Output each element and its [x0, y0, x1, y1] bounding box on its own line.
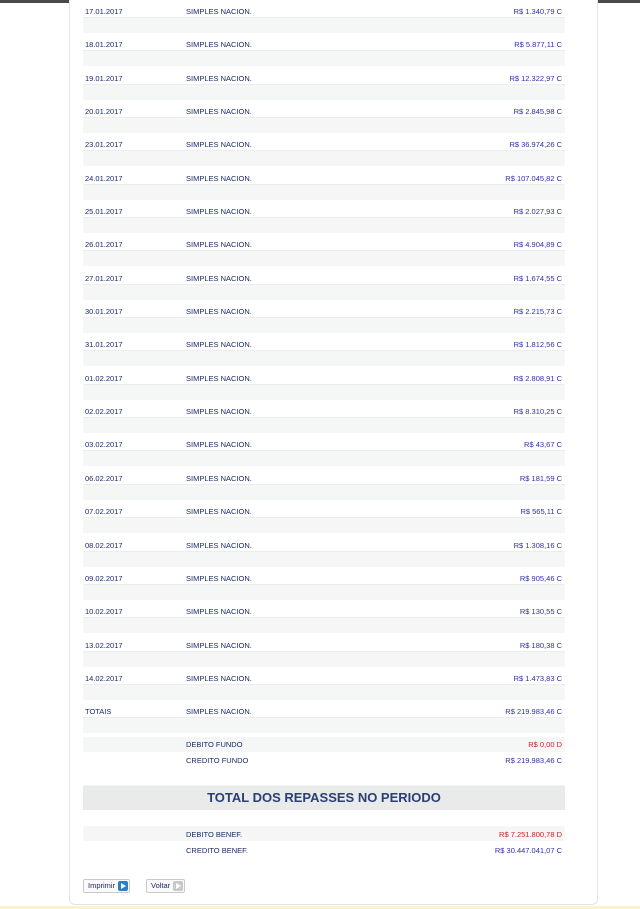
row-stripe	[83, 450, 565, 466]
row-description: SIMPLES NACION.	[186, 273, 252, 283]
fund-stripe	[83, 737, 565, 752]
row-date: 08.02.2017	[85, 540, 123, 550]
row-value: R$ 219.983,46 C	[505, 707, 562, 717]
row-description: SIMPLES NACION.	[186, 373, 252, 383]
row-stripe	[83, 350, 565, 366]
table-row	[83, 33, 565, 66]
benef-debit-value: R$ 7.251.800,78 D	[499, 830, 562, 839]
row-date: TOTAIS	[85, 707, 112, 717]
print-button[interactable]	[83, 879, 130, 893]
row-value: R$ 1.812,56 C	[513, 340, 562, 350]
row-description: SIMPLES NACION.	[186, 440, 252, 450]
table-row	[83, 433, 565, 466]
row-date: 02.02.2017	[85, 407, 123, 417]
row-description: SIMPLES NACION.	[186, 307, 252, 317]
row-value: R$ 2.215,73 C	[513, 307, 562, 317]
row-description: SIMPLES NACION.	[186, 173, 252, 183]
row-date: 03.02.2017	[85, 440, 123, 450]
benef-credit-value: R$ 30.447.041,07 C	[494, 846, 562, 855]
row-value: R$ 2.027,93 C	[513, 207, 562, 217]
table-row	[83, 200, 565, 233]
table-row	[83, 233, 565, 266]
play-arrow-icon	[118, 881, 128, 891]
table-row	[83, 100, 565, 133]
row-value: R$ 180,38 C	[519, 640, 562, 650]
row-description: SIMPLES NACION.	[186, 207, 252, 217]
row-value: R$ 130,55 C	[519, 607, 562, 617]
row-date: 01.02.2017	[85, 373, 123, 383]
beneficiary-summary	[83, 826, 565, 857]
row-value: R$ 2.845,98 C	[513, 107, 562, 117]
row-date: 07.02.2017	[85, 507, 123, 517]
row-description: SIMPLES NACION.	[186, 140, 252, 150]
table-row	[83, 133, 565, 166]
row-value: R$ 905,46 C	[519, 573, 562, 583]
row-value: R$ 1.340,79 C	[513, 7, 562, 16]
row-stripe	[83, 284, 565, 300]
row-stripe	[83, 184, 565, 200]
table-row	[83, 0, 565, 33]
print-button-label: Imprimir	[88, 881, 116, 890]
transactions-table	[83, 0, 565, 734]
row-date: 13.02.2017	[85, 640, 123, 650]
row-value: R$ 4.904,89 C	[513, 240, 562, 250]
table-row	[83, 67, 565, 100]
row-stripe	[83, 50, 565, 66]
benef-stripe	[83, 826, 565, 841]
row-value: R$ 1.674,55 C	[513, 273, 562, 283]
table-row	[83, 333, 565, 366]
row-date: 30.01.2017	[85, 307, 123, 317]
fund-debit-label: DEBITO FUNDO	[186, 740, 243, 749]
row-description: SIMPLES NACION.	[186, 407, 252, 417]
row-stripe	[83, 551, 565, 567]
play-arrow-icon	[173, 881, 183, 891]
row-value: R$ 107.045,82 C	[505, 173, 562, 183]
row-description: SIMPLES NACION.	[186, 507, 252, 517]
table-row	[83, 400, 565, 433]
row-stripe	[83, 417, 565, 433]
benef-debit-label: DEBITO BENEF.	[186, 830, 243, 839]
table-row	[83, 500, 565, 533]
row-description: SIMPLES NACION.	[186, 573, 252, 583]
row-description: SIMPLES NACION.	[186, 73, 252, 83]
row-stripe	[83, 317, 565, 333]
row-description: SIMPLES NACION.	[186, 40, 252, 50]
row-stripe	[83, 617, 565, 633]
table-row	[83, 367, 565, 400]
row-date: 17.01.2017	[85, 7, 123, 16]
row-date: 19.01.2017	[85, 73, 123, 83]
row-stripe	[83, 217, 565, 233]
row-value: R$ 5.877,11 C	[514, 40, 562, 50]
table-row	[83, 534, 565, 567]
table-row	[83, 634, 565, 667]
row-description: SIMPLES NACION.	[186, 340, 252, 350]
row-description: SIMPLES NACION.	[186, 473, 252, 483]
row-description: SIMPLES NACION.	[186, 673, 252, 683]
row-stripe	[83, 250, 565, 266]
row-description: SIMPLES NACION.	[186, 240, 252, 250]
row-stripe	[83, 17, 565, 33]
row-date: 06.02.2017	[85, 473, 123, 483]
row-stripe	[83, 84, 565, 100]
row-date: 31.01.2017	[85, 340, 123, 350]
row-value: R$ 8.310,25 C	[513, 407, 562, 417]
row-description: SIMPLES NACION.	[186, 640, 252, 650]
row-stripe	[83, 150, 565, 166]
row-date: 27.01.2017	[85, 273, 123, 283]
row-value: R$ 565,11 C	[520, 507, 562, 517]
row-value: R$ 36.974,26 C	[509, 140, 562, 150]
row-date: 24.01.2017	[85, 173, 123, 183]
table-row	[83, 467, 565, 500]
row-stripe	[83, 384, 565, 400]
table-row	[83, 567, 565, 600]
table-row	[83, 267, 565, 300]
row-date: 20.01.2017	[85, 107, 123, 117]
row-date: 25.01.2017	[85, 207, 123, 217]
fund-credit-label: CREDITO FUNDO	[186, 756, 249, 765]
row-date: 14.02.2017	[85, 673, 123, 683]
table-row	[83, 300, 565, 333]
row-description: SIMPLES NACION.	[186, 540, 252, 550]
back-button[interactable]	[146, 879, 185, 893]
row-stripe	[83, 584, 565, 600]
row-stripe	[83, 684, 565, 700]
row-stripe	[83, 517, 565, 533]
row-value: R$ 43,67 C	[524, 440, 562, 450]
row-value: R$ 1.473,83 C	[513, 673, 562, 683]
table-row	[83, 600, 565, 633]
row-description: SIMPLES NACION.	[186, 7, 252, 16]
row-date: 10.02.2017	[85, 607, 123, 617]
row-date: 23.01.2017	[85, 140, 123, 150]
row-stripe	[83, 117, 565, 133]
table-row	[83, 700, 565, 733]
row-description: SIMPLES NACION.	[186, 607, 252, 617]
total-header: TOTAL DOS REPASSES NO PERIODO	[83, 785, 565, 810]
row-stripe	[83, 717, 565, 733]
row-date: 09.02.2017	[85, 573, 123, 583]
row-description: SIMPLES NACION.	[186, 707, 252, 717]
row-stripe	[83, 484, 565, 500]
row-value: R$ 12.322,97 C	[509, 73, 562, 83]
row-description: SIMPLES NACION.	[186, 107, 252, 117]
row-stripe	[83, 651, 565, 667]
fund-summary	[83, 737, 565, 768]
row-date: 18.01.2017	[85, 40, 123, 50]
fund-credit-value: R$ 219.983,46 C	[505, 756, 562, 765]
back-button-label: Voltar	[151, 881, 171, 890]
row-value: R$ 2.808,91 C	[513, 373, 562, 383]
table-row	[83, 167, 565, 200]
table-row	[83, 667, 565, 700]
benef-credit-label: CREDITO BENEF.	[186, 846, 248, 855]
row-value: R$ 1.308,16 C	[513, 540, 562, 550]
row-date: 26.01.2017	[85, 240, 123, 250]
row-value: R$ 181,59 C	[519, 473, 562, 483]
fund-debit-value: R$ 0,00 D	[528, 740, 562, 749]
